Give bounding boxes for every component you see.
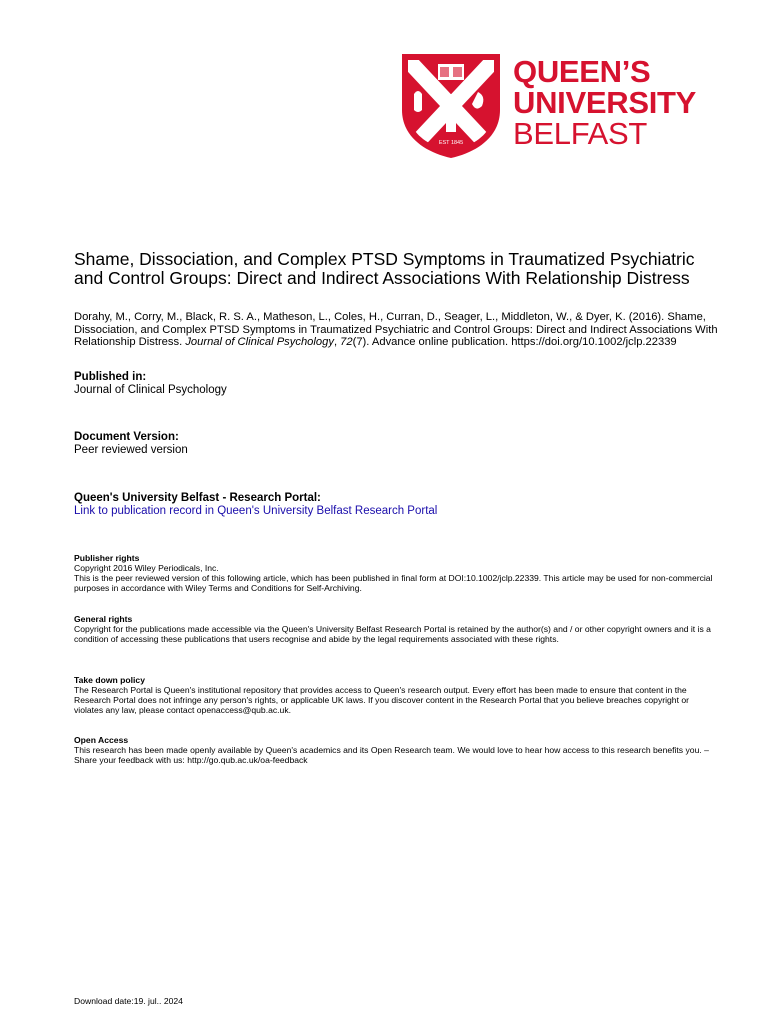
open-access-section [74,735,714,765]
research-portal-label: Queen's University Belfast - Research Portal: [74,492,321,504]
published-in-section [74,371,714,397]
take-down-section [74,675,714,715]
logo-line-3: BELFAST [513,116,648,151]
general-rights-body: Copyright for the publications made accessible via the Queen's University Belfast Research Portal is retained by the author(s) and / or other copyright owners and it is a condition of accessing these publications that users recognise and abide by the legal requirements associated with these rights. [74,624,711,644]
university-shield-icon [400,52,502,160]
publisher-rights-copyright: Copyright 2016 Wiley Periodicals, Inc. [74,563,219,573]
article-title: Shame, Dissociation, and Complex PTSD Symptoms in Traumatized Psychiatric and Control Groups: Direct and Indirect Associations With Relationship Distress [74,249,695,288]
open-access-heading: Open Access [74,735,129,745]
citation-authors: Dorahy, M., Corry, M., Black, R. S. A., Matheson, L., Coles, H., Curran, D., Seager, L., Middleton, W., & Dyer, K. (2016). Shame, Dissociation, and Complex PTSD Symptoms in Traumatized Psychiatric and Control Groups: Direct and Indirect Associations With Relationship Distress. [74,311,718,349]
citation: Dorahy, M., Corry, M., Black, R. S. A., Matheson, L., Coles, H., Curran, D., Seager, L., Middleton, W., & Dyer, K. (2016). Shame, Dissociation, and Complex PTSD Symptoms in Traumatized Psychiatric and Control Groups: Direct and Indirect Associations With Relationship Distress. Journal of Clinical Psychology, 72(7). Advance online publication. https://doi.org/10.1002/jclp.22339 [74,311,718,349]
logo-line-2: UNIVERSITY [513,85,697,120]
document-version-label: Document Version: [74,431,179,443]
take-down-body: The Research Portal is Queen's institutional repository that provides access to Queen's research output. Every effort has been made to ensure that content in the Research Portal does not infringe any person's rights, or applicable UK laws. If you discover content in the Research Portal that you believe breaches copyright or violates any law, please contact openaccess@qub.ac.uk. [74,685,689,715]
citation-journal: Journal of Clinical Psychology [185,336,334,349]
logo-line-1: QUEEN’S [513,54,651,89]
publisher-rights-section [74,553,714,593]
publisher-rights-body: This is the peer reviewed version of this following article, which has been published in final form at DOI:10.1002/jclp.22339. This article may be used for non-commercial purposes in accordance with Wiley Terms and Conditions for Self-Archiving. [74,573,713,593]
document-version-section [74,431,714,457]
document-version-value: Peer reviewed version [74,444,188,456]
open-access-body: This research has been made openly available by Queen's academics and its Open Research team. We would love to hear how access to this research benefits you. – Share your feedback with us: http://go.qub.ac.uk/oa-feedback [74,745,709,765]
take-down-heading: Take down policy [74,675,145,685]
citation-volume: 72 [340,336,353,349]
citation-issue: (7). Advance online publication. https://doi.org/10.1002/jclp.22339 [352,336,677,349]
publisher-rights-heading: Publisher rights [74,553,140,563]
general-rights-section [74,614,714,644]
general-rights-heading: General rights [74,614,133,624]
publication-record-link[interactable]: Link to publication record in Queen's University Belfast Research Portal [74,505,438,517]
published-in-value: Journal of Clinical Psychology [74,384,227,396]
university-logo [400,52,720,162]
shield-text: EST 1845 [438,140,464,146]
published-in-label: Published in: [74,371,147,383]
research-portal-section [74,492,714,518]
download-date: Download date:19. jul.. 2024 [74,996,183,1006]
